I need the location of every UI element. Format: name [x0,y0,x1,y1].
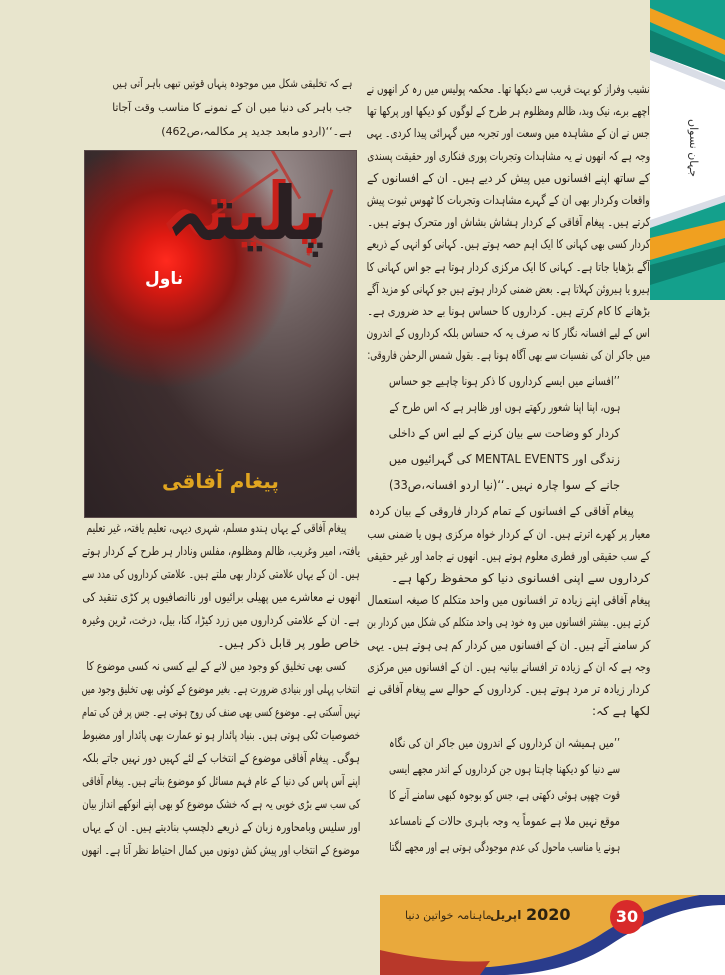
text-line: لکھا ہے کہ: [592,704,650,719]
text-line: کر سامنے آتے ہیں۔ ان کے افسانوں میں کردار کم ہی ہوتے ہیں۔ یہی [366,637,650,652]
cover-author: پیغام آفاقی [162,469,279,493]
text-line: خاص طور پر قابل ذکر ہیں۔ [217,636,360,650]
text-line: اور سلیس وبامحاورہ زبان کے ذریعے دلچسپ بنادیتے ہیں۔ ان کے یہاں [82,820,360,834]
quote-line: ہوں، اپنا اپنا شعور رکھتے ہوں اور ظاہر ہے کہ اس طرح کے [388,400,620,415]
left-column-body [82,517,360,862]
quote-line: سے دنیا کو دیکھنا چاہتا ہوں جن کرداروں کے اندر مجھے ایسی [388,762,620,777]
text-line: پیغام آفاقی کے یہاں ہندو مسلم، شہری دیہی، تعلیم یافتہ، غیر تعلیم [86,521,347,535]
quote-line: موقع نہیں ملا ہے عموماً یہ وجہ باہری حالات کے نامساعد [389,814,620,829]
quote-line: ہے کہ تخلیقی شکل میں موجودہ پنہاں قوتیں تبھی باہر آتی ہیں [112,77,352,90]
quote-line: ’’افسانے میں ایسے کرداروں کا ذکر ہونا چاہیے جو حساس [389,374,620,389]
text-line: ہیرو یا ہیروئن کہلاتا ہے۔ بعض ضمنی کردار ہوتے ہیں جو کہانی کو مزید آگے [367,281,650,296]
text-line: اپنے آس پاس کی دنیا کے عام فہم مسائل کو موضوع بناتے ہیں۔ پیغام آفاقی [81,774,360,788]
book-cover-image [85,151,356,517]
text-line: خصوصیات ٹکی ہوتی ہیں۔ بنیاد پائدار ہو تو عمارت بھی پائدار اور مضبوط [81,728,360,742]
text-line: کی سب سے بڑی خوبی یہ ہے کہ خشک موضوع کو بھی اپنے انوکھے انداز بیان [82,797,360,811]
quote-line: جانے کے سوا چارہ نہیں۔‘‘(نیا اردو افسانہ،ص33) [388,478,620,493]
section-banner [650,0,725,300]
text-line: جس نے ان کے مشاہدہ میں وسعت اور تجربہ میں گہرائی پیدا کردی۔ یہی [366,126,650,141]
cover-title: پلیتہ [166,171,328,257]
block-quote-faruqi [367,368,650,498]
text-line: کسی بھی تخلیق کو وجود میں لانے کے لیے کسی نہ کسی موضوع کا [85,659,346,673]
text-line: پیغام آفاقی کے افسانوں کے تمام کردار فاروقی کے بیان کردہ [369,504,635,519]
quote-line: کردار کو وضاحت سے بیان کرنے کے لیے اس کے داخلی [389,426,620,441]
page-footer [380,895,725,975]
magazine-name: ماہنامہ خواتین دنیا [405,909,492,922]
right-column [367,78,650,860]
text-line: یافتہ، امیر وغریب، ظالم ومظلوم، مفلس ونادار ہر طرح کے کردار ہوتے [81,544,360,558]
text-line: آگے بڑھایا جاتا ہے۔ کہانی کا ایک مرکزی کردار ہوتا ہے جو اس کہانی کا [366,259,650,274]
text-line: ہے۔ ان کے علامتی کرداروں میں زرد کیڑا، کتا، بیل، درخت، ٹرین وغیرہ [82,613,360,627]
text-line: موضوع کے انتخاب اور پیش کش دونوں میں کمال احتیاط نظر آتا ہے۔ انھوں [82,843,360,857]
text-line: انتخاب پہلی اور بنیادی ضرورت ہے۔ بغیر موضوع کے کوئی بھی تخلیق وجود میں [81,682,360,696]
text-line: کرتے ہیں۔ بیشتر افسانوں میں وہ خود ہی واحد متکلم کی شکل میں کردار بن [366,615,650,630]
text-line: ہوگی۔ پیغام آفاقی موضوع کے انتخاب کے لئے کہیں دور نہیں جاتے بلکہ [82,751,360,765]
text-line: بڑھانے کا کام کرتے ہیں۔ کرداروں کا حساس ہونا بے حد ضروری ہے۔ [366,303,650,318]
text-line: واقعات وکردار بھی ان کے گہرے مشاہدات وتجربات کا ٹھوس ثبوت پیش [367,192,650,207]
text-line: کے ساتھ اپنے افسانوں میں پیش کر دیے ہیں۔ ان کے افسانوں کے [366,170,650,185]
page-number-badge: 30 [610,900,644,934]
text-line: کے سب حقیقی اور فطری معلوم ہوتے ہیں۔ انھوں نے جامد اور غیر حقیقی [366,548,650,563]
text-line: انھوں نے معاشرے میں پھیلی برائیوں اور ناانصافیوں پر کڑی تنقید کی [81,590,360,604]
quote-line: قوت چھپی ہوئی دکھتی ہے، جس کو بوجوہ کبھی سامنے آنے کا [389,788,620,803]
text-line: نشیب وفراز کو بہت قریب سے دیکھا تھا۔ محکمہ پولیس میں رہ کر انھوں نے [366,82,650,96]
text-line: کردار کسی بھی کہانی کا ایک اہم حصہ ہوتے ہیں۔ کہانی کو انہی کے ذریعے [366,237,650,252]
section-label: جہان نسواں [687,119,700,177]
quote-line: ہونے یا مناسب ماحول کی عدم موجودگی ہوتی ہے اور مجھے لگتا [389,840,620,855]
quote-line: ہے۔‘‘(اردو مابعد جدید پر مکالمہ،ص462) [161,125,352,138]
paragraph-1 [367,78,650,366]
block-quote-afaqi [367,730,650,860]
text-line: اس کے لیے افسانہ نگار کا نہ صرف یہ کہ حساس بلکہ کرداروں کے اندرون [366,326,650,341]
quote-continuation [82,72,360,144]
text-line: نہیں آسکتی ہے۔ موضوع کسی بھی صنف کی روح ہوتی ہے۔ جس پر فن کی تمام [81,705,360,719]
text-line: وجہ ہے کہ ان کے زیادہ تر افسانے بیانیہ ہیں۔ ان کے افسانوں میں مرکزی [367,659,650,674]
quote-line: ’’میں ہمیشہ ان کرداروں کے اندرون میں جاکر ان کی نگاہ [388,736,620,751]
text-line: پیغام آفاقی اپنے زیادہ تر افسانوں میں واحد متکلم کا صیغہ استعمال [367,593,650,608]
text-line: کرداروں سے اپنی افسانوی دنیا کو محفوظ رکھا ہے۔ [391,571,650,585]
quote-line: زندگی اور MENTAL EVENTS کی گہرائیوں میں [388,452,620,467]
paragraph-2 [367,500,650,722]
issue-year: 2020 [526,905,571,924]
text-line: کرتے ہیں۔ پیغام آفاقی کے کردار ہشاش بشاش اور متحرک ہوتے ہیں۔ [367,215,650,230]
text-line: میں جاکر ان کی نفسیات سے بھی آگاہ ہونا ہے۔ بقول شمس الرحمٰن فاروقی: [367,348,650,363]
quote-line: جب باہر کی دنیا میں ان کے نمونے کا مناسب وقت آجاتا [112,101,352,114]
text-line: معیار پر کھرے اترتے ہیں۔ ان کے کردار خواہ مرکزی ہوں یا ضمنی سب [367,526,650,541]
issue-month: اپریل [490,908,522,922]
text-line: ہیں۔ ان کے یہاں علامتی کردار بھی ملتے ہیں۔ علامتی کرداروں کی مدد سے [82,567,360,581]
text-line: کردار زیادہ تر مرد ہوتے ہیں۔ کرداروں کے حوالے سے پیغام آفاقی نے [367,681,650,696]
cover-genre: ناول [145,269,184,289]
text-line: وجہ ہے کہ انھوں نے یہ مشاہدات وتجربات پوری فنکاری اور حقیقت پسندی [367,148,650,163]
text-line: اچھے برے، نیک وبد، ظالم ومظلوم ہر طرح کے لوگوں کو دیکھا اور پرکھا تھا [367,104,650,119]
